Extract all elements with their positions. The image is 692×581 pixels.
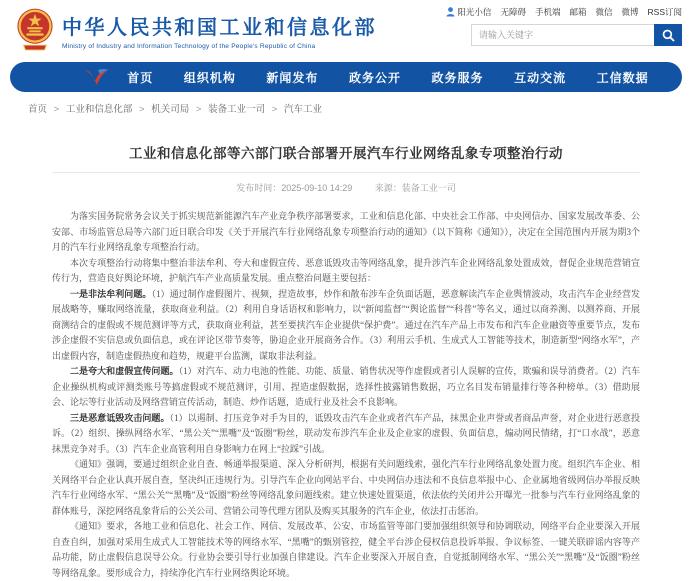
nav-item-gov-disclosure[interactable]: 政务公开 (348, 70, 401, 85)
paragraph: 为落实国务院常务会议关于抓实规范新能源汽车产业竞争秩序部署要求，工业和信息化部、中央社会工作部、中央网信办、国家发展改革委、公安部、市场监管总局等六部门近日联合印发《关于开展汽车行业网络乱象专项整治行动的通知》（以下简称《通知》），决定在全国范围内开展为期3个月的汽车行业网络乱象专项整治行动。 (52, 211, 640, 252)
paragraph: 一是非法牟利问题。（1）通过制作虚假图片、视频，捏造故事，炒作和散布涉车企负面话题，恶意解读汽车企业舆情波动，攻击汽车企业经营发展战略等，赚取网络流量，获取商业利益。（2）利用自身话语权和影响力，以“新闻监督”“舆论监督”“科普”等名义，通过以商养测、以测养商、开展商测结合的虚假或不规范测评等方式，获取商业利益，甚至要挟汽车企业提供“保护费”。通过在汽车产品上市发布和汽车企业融资等重要节点，发布涉企虚假不实信息或负面信息，或在评论区带节奏等，胁迫企业开展商务合作。（3）利用云手机、生成式人工智能等技术，制造新型“网络水军”，产出虚假内容，制造虚假热度和趋势，规避平台监测，谋取非法利益。 (52, 288, 640, 361)
nav-items (112, 69, 682, 86)
breadcrumb (0, 92, 692, 120)
nav-item-organization[interactable]: 组织机构 (183, 70, 236, 85)
miit-nav-logo-icon (82, 67, 112, 87)
article-body (52, 209, 640, 581)
link-email[interactable]: 邮箱 (569, 7, 587, 17)
search-button[interactable] (654, 24, 682, 46)
ministry-name-en: Ministry of Industry and Information Technology of the People's Republic of China (62, 43, 316, 50)
breadcrumb-miit[interactable]: 工业和信息化部 (65, 104, 133, 115)
site-header (0, 0, 692, 60)
article (0, 142, 692, 581)
breadcrumb-auto-industry[interactable]: 汽车工业 (283, 104, 322, 115)
breadcrumb-separator: > (195, 104, 202, 115)
breadcrumb-separator: > (271, 104, 278, 115)
nav-item-gov-services[interactable]: 政务服务 (431, 70, 484, 85)
paragraph: 二是夸大和虚假宣传问题。（1）对汽车、动力电池的性能、功能、质量、销售状况等作虚假或者引人误解的宣传，欺骗和误导消费者。（2）汽车企业操纵机构或评测类账号等搞虚假或不规范测评，引用、捏造虚假数据，选择性披露销售数据，巧立名目发布销量排行等各种榜单。（3）借助展会、论坛等行业活动及网络营销宣传活动，制造、炒作话题，造成行业及社会不良影响。 (52, 366, 640, 407)
breadcrumb-separator: > (139, 104, 145, 115)
link-mobile[interactable]: 手机端 (534, 7, 561, 17)
link-weibo[interactable]: 微博 (621, 7, 639, 17)
article-meta (52, 181, 640, 194)
title-divider (52, 172, 640, 173)
mascot-icon (446, 7, 455, 17)
link-rss[interactable]: RSS订阅 (647, 7, 682, 17)
paragraph: 本次专项整治行动将集中整治非法牟利、夸大和虚假宣传、恶意诋毁攻击等网络乱象，提升涉汽车企业网络乱象处置成效，督促企业规范营销宣传行为，营造良好舆论环境，护航汽车产业高质量发展。重点整治问题主要包括： (52, 257, 640, 283)
nav-item-news[interactable]: 新闻发布 (266, 70, 319, 85)
breadcrumb-separator: > (53, 104, 60, 115)
publish-time: 发布时间：2025-09-10 14:29 (236, 183, 353, 193)
ministry-name-cn: 中华人民共和国工业和信息化部 (62, 17, 377, 39)
main-nav (10, 62, 682, 92)
magnifier-icon (662, 29, 675, 42)
paragraph: 《通知》强调，要通过组织企业自查、畅通举报渠道、深入分析研判，根据有关问题线索，强化汽车行业网络乱象处置力度。组织汽车企业、相关网络平台企业认真开展自查，坚决纠正违规行为。引导汽车企业向网站平台、中央网信办违法和不良信息举报中心、企业属地省级网信办举报反映汽车行业网络水军、“黑公关”“黑嘴”及“饭圈”粉丝等网络乱象问题线索。建立快速处置渠道，依法依约关闭并公开曝光一批参与汽车行业网络乱象的群体账号，深挖网络乱象背后的公关公司、营销公司等代理方团队及购买其服务的汽车企业，依法打击惩治。 (52, 459, 640, 516)
paragraph: 《通知》要求，各地工业和信息化、社会工作、网信、发展改革、公安、市场监管等部门要加强组织领导和协调联动，网络平台企业要深入开展自查自纠，加强对采用生成式人工智能技术等的网络水军、“黑嘴”的甄别管控，健全平台涉企侵权信息投诉举报、争议标签、一键关联辟谣内容等产品功能，防止虚假信息误导公众。行业协会要引导行业加强自律建设。汽车企业要深入开展自查，自觉抵制网络水军、“黑公关”“黑嘴”及“饭圈”粉丝等网络乱象。要形成合力，持续净化汽车行业网络舆论环境。 (52, 521, 640, 578)
article-source: 来源：装备工业一司 (374, 183, 456, 193)
breadcrumb-departments[interactable]: 机关司局 (151, 104, 190, 115)
national-emblem-icon (16, 7, 54, 53)
search-bar (442, 24, 682, 46)
header-utilities (442, 6, 682, 46)
nav-item-miit-data[interactable]: 工信数据 (596, 70, 649, 85)
site-brand (62, 11, 377, 50)
search-input[interactable] (471, 24, 654, 46)
nav-item-interaction[interactable]: 互动交流 (514, 70, 567, 85)
article-title: 工业和信息化部等六部门联合部署开展汽车行业网络乱象专项整治行动 (129, 146, 563, 161)
top-links (442, 6, 682, 18)
link-wechat[interactable]: 微信 (595, 7, 613, 17)
breadcrumb-equipment-bureau[interactable]: 装备工业一司 (208, 104, 266, 115)
nav-item-home[interactable]: 首页 (127, 70, 154, 85)
breadcrumb-home[interactable]: 首页 (28, 104, 48, 115)
link-sunshine-assistant[interactable]: 阳光小信 (446, 6, 491, 18)
paragraph: 三是恶意诋毁攻击问题。（1）以遏制、打压竞争对手为目的，诋毁攻击汽车企业或者汽车产品，抹黑企业声誉或者商品声誉，对企业进行恶意投诉。（2）组织、操纵网络水军、“黑公关”“黑嘴”及“饭圈”粉丝，联动发布涉汽车企业及企业家的虚假、负面信息，煽动网民情绪，打“口水战”，恶意抹黑竞争对手。（3）汽车企业高管利用自身影响力在网上“拉踩”引战。 (52, 412, 640, 454)
link-accessibility[interactable]: 无障碍 (500, 7, 526, 17)
